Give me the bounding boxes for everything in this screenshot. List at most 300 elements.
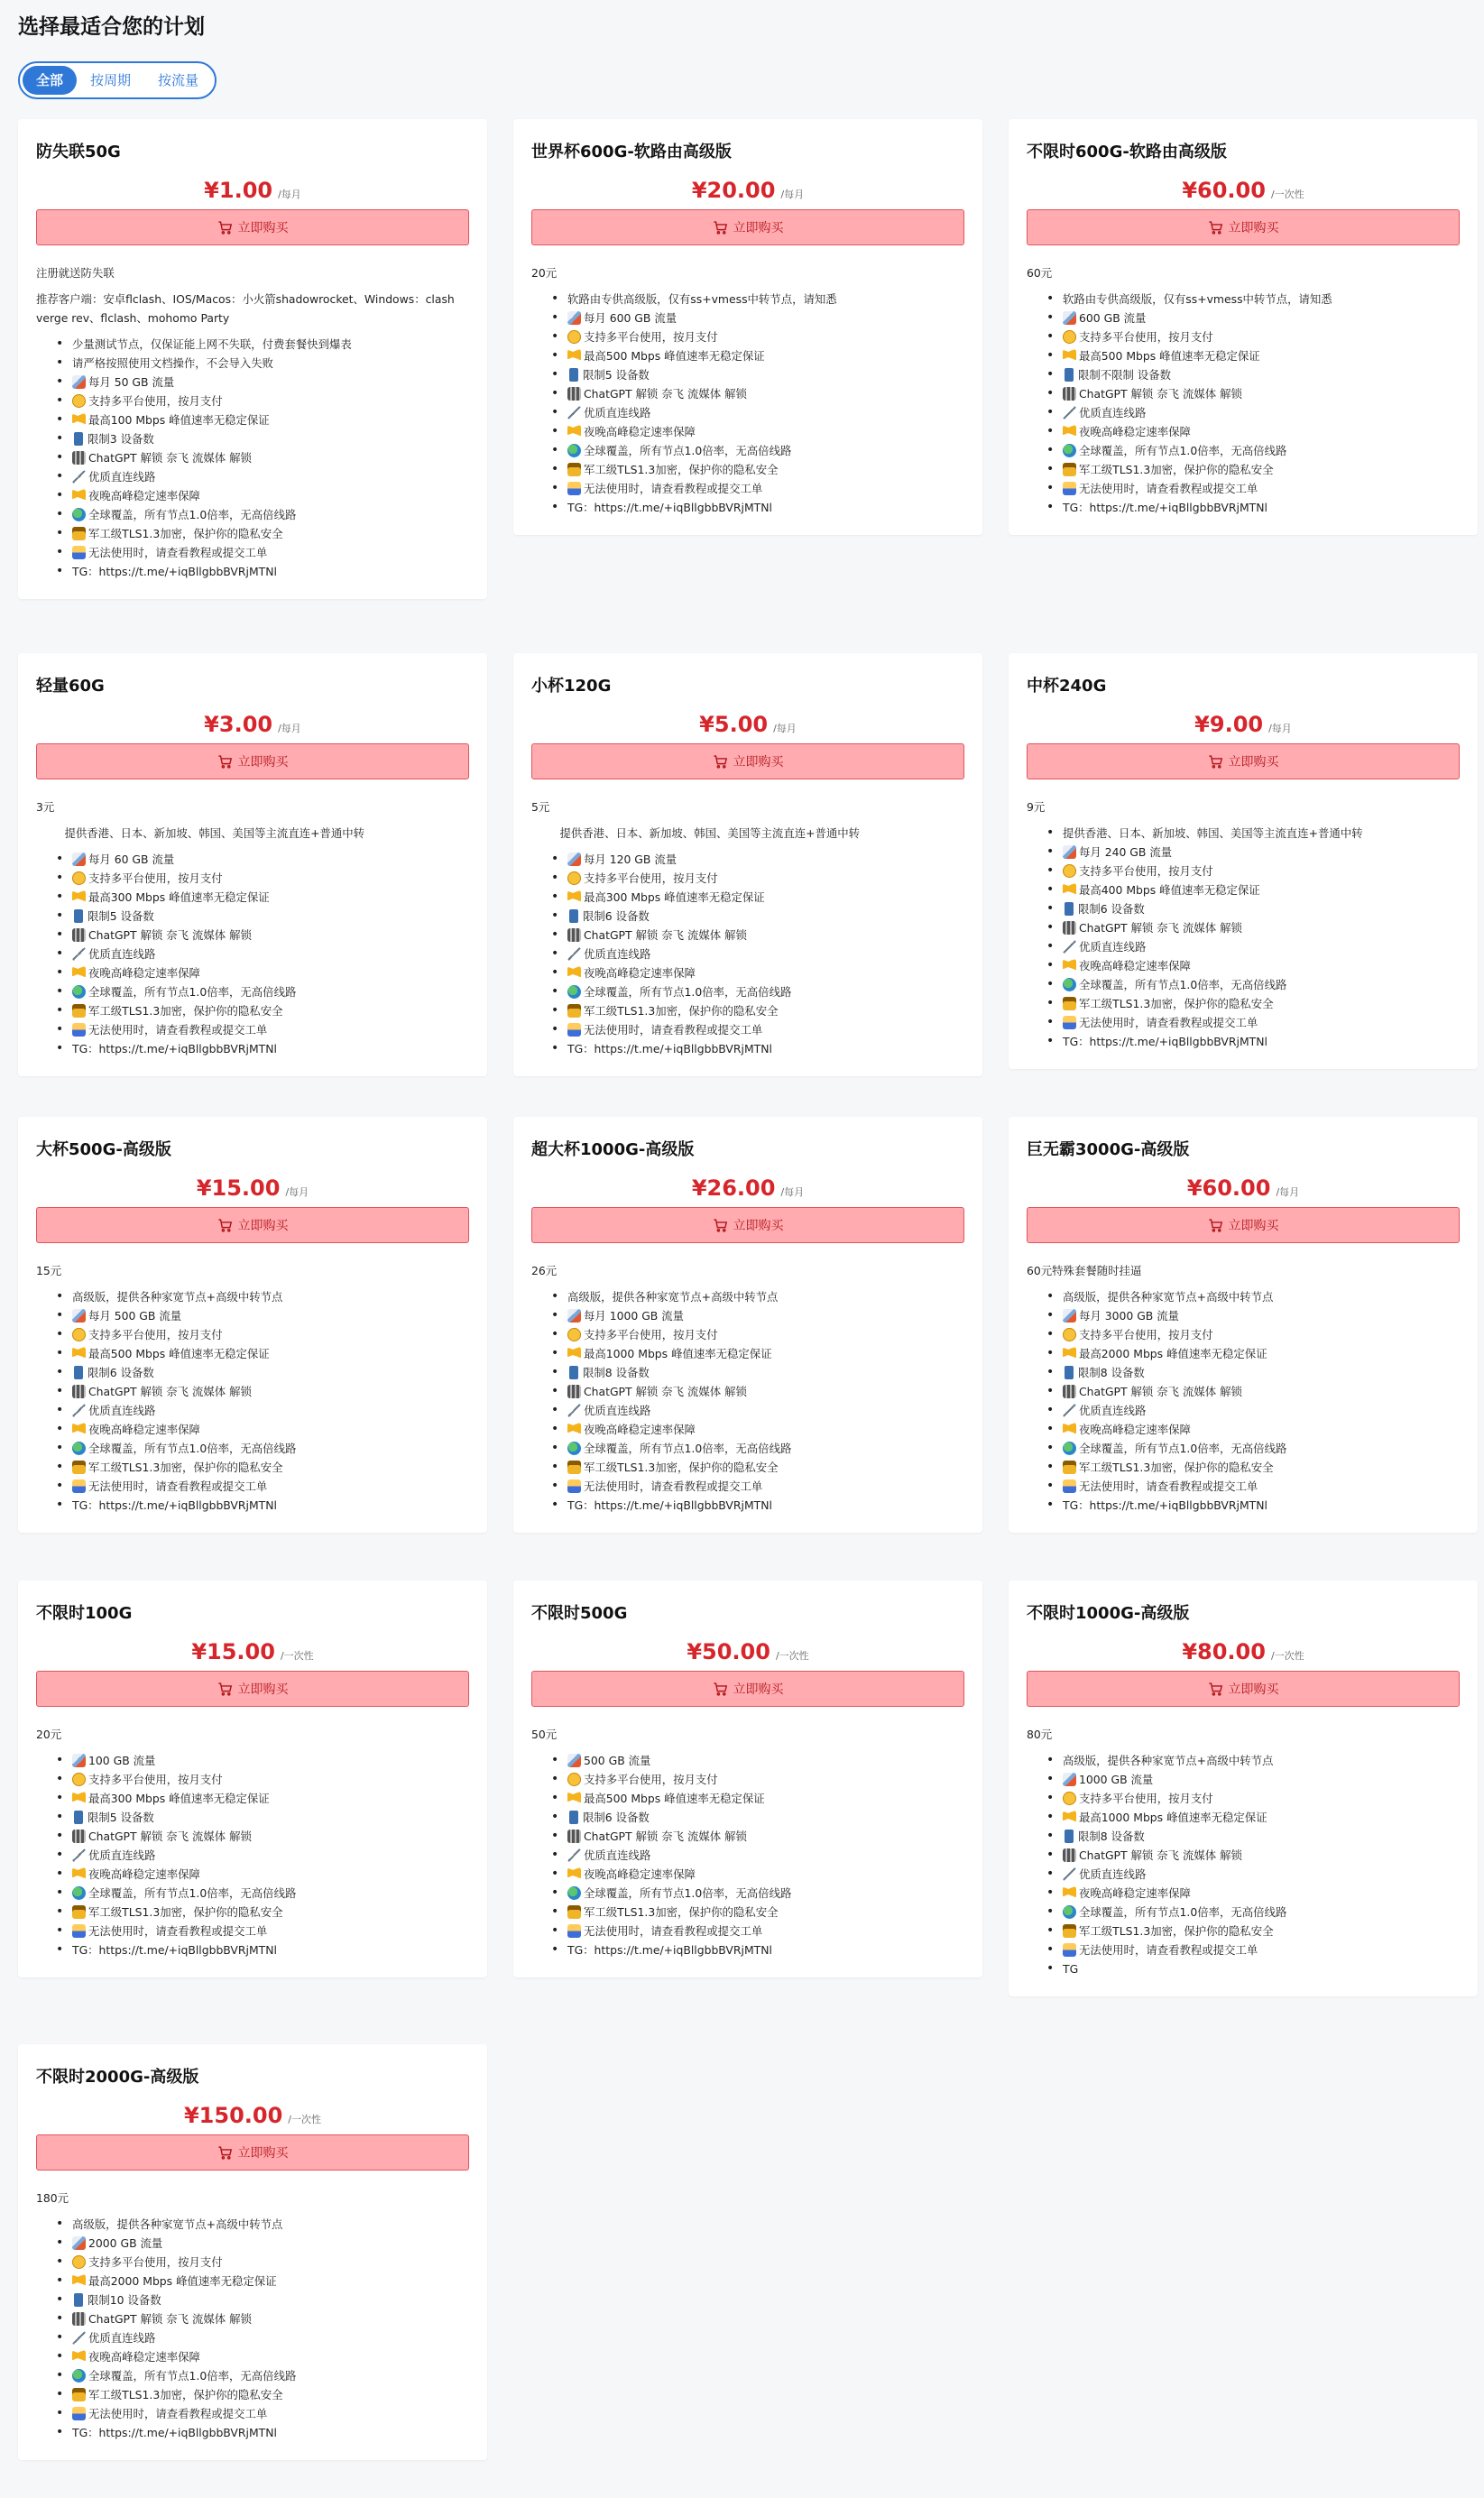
feature-text: 夜晚高峰稳定速率保障	[88, 1867, 200, 1881]
plan-title: 巨无霸3000G-高级版	[1027, 1140, 1190, 1159]
feature-item	[531, 869, 964, 888]
feature-text-wrap	[567, 498, 772, 517]
price-row	[36, 1638, 469, 1665]
price-row	[36, 2102, 469, 2129]
bullet: •	[1046, 443, 1055, 457]
feature-text-wrap	[567, 346, 765, 365]
bullet: •	[1046, 1308, 1055, 1323]
phone-icon	[74, 1811, 83, 1824]
feature-text: 无法使用时，请查看教程或提交工单	[1079, 1016, 1258, 1029]
clapperboard-icon	[72, 451, 86, 465]
plan-title: 中杯240G	[1027, 677, 1107, 696]
bullet: •	[56, 1022, 64, 1037]
bullet: •	[56, 2425, 64, 2439]
buy-now-button[interactable]	[1027, 743, 1460, 779]
plan-card	[18, 2044, 487, 2460]
feature-text: 优质直连线路	[584, 947, 651, 961]
feature-item	[1027, 1846, 1460, 1865]
feature-item	[36, 2385, 469, 2404]
feature-text-wrap	[1063, 824, 1363, 843]
plan-description	[1027, 1261, 1460, 1515]
feature-text: 无法使用时，请查看教程或提交工单	[88, 2407, 268, 2420]
feature-item	[1027, 1325, 1460, 1344]
buy-now-button[interactable]	[531, 209, 964, 245]
feature-text: 高级版，提供各种家宽节点+高级中转节点	[72, 1290, 283, 1304]
feature-item	[531, 384, 964, 403]
tab-by-period[interactable]: 按周期	[90, 72, 132, 88]
feature-text-wrap	[567, 1363, 650, 1382]
feature-text-wrap	[1063, 1344, 1267, 1363]
feature-text-wrap	[72, 1922, 267, 1940]
feature-item	[1027, 1940, 1460, 1959]
feature-text: 无法使用时，请查看教程或提交工单	[88, 1479, 268, 1493]
bullet: •	[56, 507, 64, 521]
feature-text-wrap	[72, 1382, 252, 1401]
feature-text: 优质直连线路	[88, 1404, 156, 1417]
feature-item	[1027, 309, 1460, 327]
lock-icon	[72, 1004, 86, 1018]
feature-item	[36, 1439, 469, 1458]
climber-icon	[1063, 406, 1076, 419]
feature-item	[531, 1020, 964, 1039]
feature-item	[36, 1344, 469, 1363]
feature-item	[531, 1751, 964, 1770]
feature-text-wrap	[567, 926, 747, 945]
feature-text-wrap	[567, 384, 747, 403]
bolt-icon	[567, 1792, 581, 1805]
globe-icon	[1063, 978, 1076, 991]
feature-text: 全球覆盖，所有节点1.0倍率，无高倍线路	[1079, 444, 1287, 457]
feature-text-wrap	[567, 1808, 650, 1827]
buy-now-button[interactable]	[36, 1207, 469, 1243]
plan-card	[513, 1581, 982, 1977]
feature-text: 全球覆盖，所有节点1.0倍率，无高倍线路	[584, 1442, 792, 1455]
bullet: •	[1046, 920, 1055, 935]
cart-icon	[217, 220, 233, 235]
feature-item	[36, 1865, 469, 1884]
feature-item	[36, 2423, 469, 2442]
clapperboard-icon	[72, 2312, 86, 2326]
feature-text: 无法使用时，请查看教程或提交工单	[1079, 1479, 1258, 1493]
feature-text: 军工级TLS1.3加密，保护你的隐私安全	[88, 1004, 283, 1018]
bullet: •	[551, 927, 559, 942]
feature-text-wrap	[1063, 498, 1267, 517]
bullet: •	[56, 1041, 64, 1055]
feature-text-wrap	[567, 888, 765, 907]
bullet: •	[551, 443, 559, 457]
feature-item	[36, 1827, 469, 1846]
feature-text-wrap	[1063, 918, 1242, 937]
feature-text: 夜晚高峰稳定速率保障	[88, 1423, 200, 1436]
clapperboard-icon	[567, 387, 581, 401]
buy-now-button[interactable]	[531, 743, 964, 779]
bullet: •	[56, 984, 64, 999]
feature-text: TG	[1063, 1962, 1079, 1976]
feature-text-wrap	[1063, 1846, 1242, 1865]
feature-item	[36, 1420, 469, 1439]
buy-now-button[interactable]	[531, 1671, 964, 1707]
feature-item	[531, 1439, 964, 1458]
lock-icon	[72, 2388, 86, 2401]
price-row	[36, 177, 469, 204]
feature-text: 1000 GB 流量	[1079, 1773, 1154, 1786]
plan-card	[1009, 1117, 1478, 1533]
description-line: 3元	[36, 800, 55, 814]
plan-description	[1027, 797, 1460, 1051]
plan-period: /一次性	[775, 1650, 809, 1662]
feature-item	[531, 963, 964, 982]
feature-text: 每月 240 GB 流量	[1079, 845, 1173, 859]
description-line: 26元	[531, 1264, 558, 1277]
feature-text-wrap	[567, 1420, 696, 1439]
bullet: •	[56, 431, 64, 446]
feature-item	[1027, 1751, 1460, 1770]
feature-text: 夜晚高峰稳定速率保障	[584, 1867, 696, 1881]
description-line: 9元	[1027, 800, 1046, 814]
feature-item	[531, 1808, 964, 1827]
plan-price: ¥3.00	[204, 712, 273, 737]
plan-title: 不限时500G	[531, 1604, 628, 1623]
feature-text: 少量测试节点，仅保证能上网不失联，付费套餐快到爆表	[72, 337, 352, 351]
feature-text: 优质直连线路	[584, 1848, 651, 1862]
ticket-icon	[1063, 1943, 1076, 1957]
feature-text: 全球覆盖，所有节点1.0倍率，无高倍线路	[88, 508, 297, 521]
page-title: 选择最适合您的计划	[18, 15, 205, 39]
lock-icon	[72, 1461, 86, 1474]
feature-item	[531, 1940, 964, 1959]
bullet: •	[56, 2217, 64, 2231]
feature-item	[531, 1903, 964, 1922]
bolt-icon	[1063, 1347, 1076, 1360]
feature-text: 最高400 Mbps 峰值速率无稳定保证	[1079, 883, 1260, 897]
feature-item	[1027, 1865, 1460, 1884]
feature-item	[1027, 441, 1460, 460]
buy-now-button[interactable]	[1027, 209, 1460, 245]
feature-text: 限制5 设备数	[583, 368, 650, 382]
feature-item	[36, 850, 469, 869]
plan-period: /一次性	[288, 2114, 322, 2125]
bullet: •	[551, 1829, 559, 1843]
feature-item	[36, 1039, 469, 1058]
feature-item	[36, 410, 469, 429]
feature-text: 最高100 Mbps 峰值速率无稳定保证	[88, 413, 270, 427]
feature-text: 军工级TLS1.3加密，保护你的隐私安全	[88, 527, 283, 540]
plan-title: 不限时2000G-高级版	[36, 2068, 199, 2087]
bullet: •	[551, 500, 559, 514]
globe-icon	[567, 1442, 581, 1455]
feature-text: 无法使用时，请查看教程或提交工单	[88, 1023, 268, 1037]
rocket-icon	[72, 375, 86, 389]
price-row	[531, 711, 964, 738]
bullet: •	[1046, 1791, 1055, 1805]
feature-text: TG：https://t.me/+iqBllgbbBVRjMTNl	[72, 1943, 277, 1957]
bullet: •	[1046, 348, 1055, 363]
climber-icon	[1063, 1867, 1076, 1881]
cart-icon	[1208, 220, 1223, 235]
bullet: •	[1046, 1403, 1055, 1417]
bullet: •	[56, 1479, 64, 1493]
feature-item	[1027, 1420, 1460, 1439]
feature-text-wrap	[567, 365, 650, 384]
feature-text: TG：https://t.me/+iqBllgbbBVRjMTNl	[567, 1498, 772, 1512]
bullet: •	[551, 310, 559, 325]
bullet: •	[56, 526, 64, 540]
bullet: •	[1046, 424, 1055, 438]
ticket-icon	[72, 546, 86, 559]
feature-text-wrap	[72, 1770, 223, 1789]
buy-now-button[interactable]	[36, 1671, 469, 1707]
clapperboard-icon	[72, 928, 86, 942]
buy-now-button[interactable]	[36, 2134, 469, 2171]
feature-list	[531, 1287, 964, 1515]
feature-text-wrap	[1063, 460, 1274, 479]
feature-text: TG：https://t.me/+iqBllgbbBVRjMTNl	[72, 1042, 277, 1055]
feature-text-wrap	[72, 562, 277, 581]
feature-text: ChatGPT 解锁 奈飞 流媒体 解锁	[88, 1830, 252, 1843]
bullet: •	[56, 1810, 64, 1824]
bullet: •	[551, 424, 559, 438]
feature-text-wrap	[72, 543, 267, 562]
feature-text-wrap	[72, 2347, 200, 2366]
feature-text: 最高2000 Mbps 峰值速率无稳定保证	[1079, 1347, 1267, 1360]
feature-text-wrap	[1063, 1363, 1145, 1382]
clapperboard-icon	[72, 1385, 86, 1398]
feature-text: TG：https://t.me/+iqBllgbbBVRjMTNl	[567, 1943, 772, 1957]
feature-text-wrap	[72, 1940, 277, 1959]
feature-text: TG：https://t.me/+iqBllgbbBVRjMTNl	[72, 1498, 277, 1512]
bullet: •	[551, 965, 559, 980]
feature-text: ChatGPT 解锁 奈飞 流媒体 解锁	[88, 2312, 252, 2326]
tab-by-traffic[interactable]: 按流量	[158, 72, 199, 88]
feature-text-wrap	[1063, 327, 1213, 346]
bolt-icon	[567, 1423, 581, 1436]
feature-text: 支持多平台使用，按月支付	[88, 1328, 223, 1341]
feature-text-wrap	[72, 2366, 296, 2385]
feature-item	[1027, 880, 1460, 899]
feature-text-wrap	[1063, 1382, 1242, 1401]
feature-text: 最高300 Mbps 峰值速率无稳定保证	[584, 890, 765, 904]
feature-text: 优质直连线路	[88, 1848, 156, 1862]
feature-item	[36, 486, 469, 505]
feature-text-wrap	[72, 1344, 270, 1363]
feature-text-wrap	[1063, 1770, 1153, 1789]
phone-icon	[1065, 368, 1074, 382]
feature-item	[531, 1865, 964, 1884]
feature-text-wrap	[72, 373, 174, 392]
plan-description	[36, 2189, 469, 2442]
bolt-icon	[72, 1792, 86, 1805]
globe-icon	[72, 2369, 86, 2383]
feature-item	[36, 1903, 469, 1922]
feature-text-wrap	[72, 1846, 155, 1865]
feature-text: 最高500 Mbps 峰值速率无稳定保证	[1079, 349, 1260, 363]
bullet: •	[1046, 1365, 1055, 1379]
smile-icon	[72, 394, 86, 408]
feature-item	[531, 888, 964, 907]
plan-price: ¥20.00	[691, 178, 776, 203]
lock-icon	[72, 527, 86, 540]
feature-item	[1027, 327, 1460, 346]
cart-icon	[217, 1218, 233, 1233]
bullet: •	[1046, 1867, 1055, 1881]
feature-text-wrap	[567, 1458, 779, 1477]
plan-description	[36, 1261, 469, 1515]
feature-text-wrap	[1063, 1940, 1258, 1959]
feature-text-wrap	[567, 1477, 762, 1496]
cart-icon	[217, 1682, 233, 1697]
climber-icon	[72, 2331, 86, 2345]
clapperboard-icon	[1063, 387, 1076, 401]
feature-list	[36, 1751, 469, 1959]
plan-description	[1027, 1725, 1460, 1978]
feature-item	[36, 1808, 469, 1827]
smile-icon	[567, 330, 581, 344]
feature-text: 全球覆盖，所有节点1.0倍率，无高倍线路	[1079, 1905, 1287, 1919]
buy-now-button[interactable]	[1027, 1671, 1460, 1707]
feature-text: 夜晚高峰稳定速率保障	[584, 966, 696, 980]
globe-icon	[1063, 1905, 1076, 1919]
feature-item	[36, 1846, 469, 1865]
climber-icon	[72, 1848, 86, 1862]
feature-text: 优质直连线路	[584, 1404, 651, 1417]
feature-text: 软路由专供高级版，仅有ss+vmess中转节点，请知悉	[567, 292, 837, 306]
feature-text: 军工级TLS1.3加密，保护你的隐私安全	[584, 1461, 779, 1474]
bullet: •	[551, 1772, 559, 1786]
phone-icon	[74, 432, 83, 446]
plan-period: /每月	[278, 723, 301, 734]
bullet: •	[551, 1346, 559, 1360]
bullet: •	[56, 1772, 64, 1786]
buy-now-button[interactable]	[1027, 1207, 1460, 1243]
feature-text: 无法使用时，请查看教程或提交工单	[88, 1924, 268, 1938]
feature-text: 每月 1000 GB 流量	[584, 1309, 685, 1323]
bullet: •	[56, 871, 64, 885]
description-line: 注册就送防失联	[36, 266, 115, 280]
description-line: 5元	[531, 800, 550, 814]
feature-item	[36, 2291, 469, 2309]
feature-text: TG：https://t.me/+iqBllgbbBVRjMTNl	[72, 2426, 277, 2439]
feature-item	[36, 1884, 469, 1903]
plan-period: /每月	[780, 189, 805, 200]
feature-text-wrap	[567, 869, 718, 888]
feature-item	[1027, 346, 1460, 365]
bolt-icon	[72, 489, 86, 502]
bullet: •	[1046, 1384, 1055, 1398]
lock-icon	[72, 1905, 86, 1919]
feature-item	[36, 945, 469, 963]
cart-icon	[713, 220, 728, 235]
feature-text-wrap	[72, 524, 283, 543]
bullet: •	[1046, 1810, 1055, 1824]
bullet: •	[1046, 1460, 1055, 1474]
feature-text: ChatGPT 解锁 奈飞 流媒体 解锁	[584, 928, 747, 942]
climber-icon	[567, 1404, 581, 1417]
plan-title: 超大杯1000G-高级版	[531, 1140, 695, 1159]
ticket-icon	[567, 1023, 581, 1037]
feature-text-wrap	[72, 2272, 277, 2291]
lock-icon	[1063, 1924, 1076, 1938]
buy-now-label: 立即购买	[733, 1218, 784, 1232]
plan-price: ¥9.00	[1194, 712, 1264, 737]
buy-now-button[interactable]	[36, 743, 469, 779]
feature-text: 500 GB 流量	[584, 1754, 651, 1767]
feature-item	[1027, 1401, 1460, 1420]
globe-icon	[567, 985, 581, 999]
feature-text-wrap	[1063, 1477, 1258, 1496]
feature-text-wrap	[72, 1865, 200, 1884]
feature-text-wrap	[72, 1884, 296, 1903]
feature-text-wrap	[72, 2215, 282, 2234]
plan-card	[513, 653, 982, 1076]
price-row	[531, 1175, 964, 1202]
plan-title: 不限时100G	[36, 1604, 133, 1623]
feature-text: 限制3 设备数	[88, 432, 154, 446]
feature-text: 无法使用时，请查看教程或提交工单	[584, 1924, 763, 1938]
bullet: •	[551, 1479, 559, 1493]
tab-all[interactable]: 全部	[23, 66, 77, 95]
feature-item	[1027, 365, 1460, 384]
feature-text-wrap	[1063, 1013, 1258, 1032]
feature-text: 限制8 设备数	[1078, 1830, 1145, 1843]
cart-icon	[713, 1682, 728, 1697]
plan-period: /每月	[278, 189, 301, 200]
feature-text: 限制6 设备数	[88, 1366, 154, 1379]
bullet: •	[56, 1460, 64, 1474]
feature-text: 软路由专供高级版，仅有ss+vmess中转节点，请知悉	[1063, 292, 1332, 306]
feature-text: 支持多平台使用，按月支付	[584, 1328, 718, 1341]
feature-text-wrap	[72, 1001, 283, 1020]
feature-item	[531, 290, 964, 309]
smile-icon	[1063, 330, 1076, 344]
feature-text: ChatGPT 解锁 奈飞 流媒体 解锁	[1079, 1848, 1242, 1862]
rocket-icon	[72, 2236, 86, 2250]
feature-text: 军工级TLS1.3加密，保护你的隐私安全	[88, 2388, 283, 2401]
feature-text-wrap	[567, 1940, 772, 1959]
bullet: •	[551, 984, 559, 999]
feature-text-wrap	[567, 1884, 791, 1903]
feature-text: ChatGPT 解锁 奈飞 流媒体 解锁	[584, 387, 747, 401]
price-row	[1027, 1175, 1460, 1202]
smile-icon	[72, 871, 86, 885]
phone-icon	[569, 1811, 578, 1824]
bullet: •	[551, 1923, 559, 1938]
climber-icon	[1063, 940, 1076, 954]
feature-list	[36, 850, 469, 1058]
climber-icon	[567, 1848, 581, 1862]
phone-icon	[569, 368, 578, 382]
buy-now-button[interactable]	[531, 1207, 964, 1243]
feature-item	[1027, 1306, 1460, 1325]
buy-now-label: 立即购买	[237, 220, 289, 235]
feature-item	[36, 1401, 469, 1420]
plan-description	[531, 263, 964, 517]
feature-item	[36, 926, 469, 945]
buy-now-button[interactable]	[36, 209, 469, 245]
bullet: •	[551, 1753, 559, 1767]
bullet: •	[1046, 310, 1055, 325]
bullet: •	[551, 1022, 559, 1037]
description-line: 提供香港、日本、新加坡、韩国、美国等主流直连+普通中转	[531, 826, 861, 840]
feature-text: ChatGPT 解锁 奈飞 流媒体 解锁	[88, 928, 252, 942]
feature-text-wrap	[1063, 1884, 1191, 1903]
bolt-icon	[72, 413, 86, 427]
feature-item	[531, 327, 964, 346]
feature-text: 夜晚高峰稳定速率保障	[584, 1423, 696, 1436]
bullet: •	[56, 946, 64, 961]
feature-text-wrap	[72, 2309, 252, 2328]
feature-item	[36, 1940, 469, 1959]
feature-item	[531, 365, 964, 384]
